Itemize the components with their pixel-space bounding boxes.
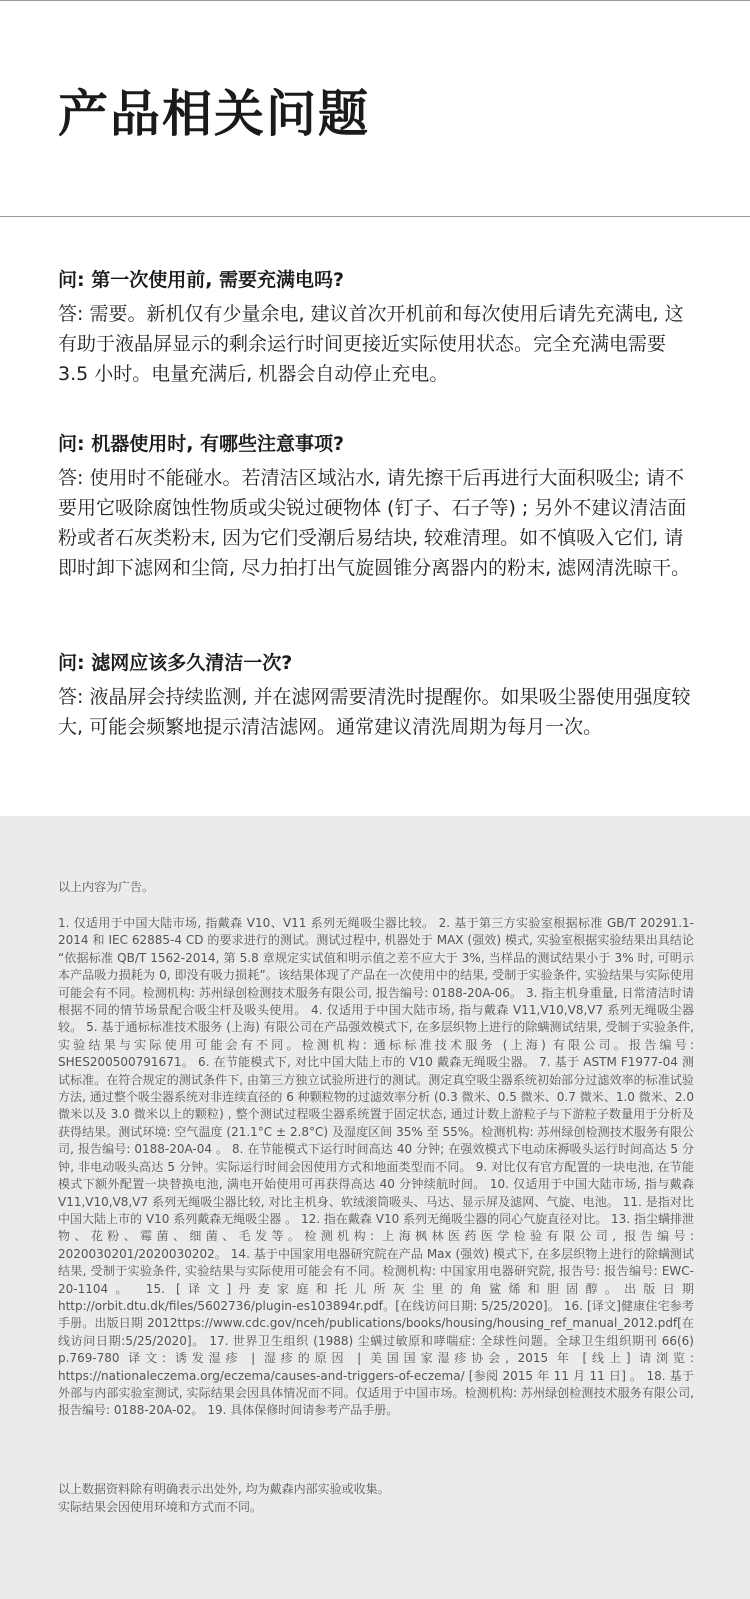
page-title: 产品相关问题 <box>58 85 370 143</box>
faq-answer: 答: 使用时不能碰水。若清洁区域沾水, 请先擦干后再进行大面积吸尘; 请不要用它吸除腐蚀性物质或尖锐过硬物体 (钉子、石子等) ; 另外不建议清洁面粉或者石灰类粉末, 因为它们受潮后易结块, 较难清理。如不慎吸入它们, 请即时卸下滤网和尘筒, 尽力拍打出气旋圆锥分离器内的粉末, 滤网清洗晾干。 <box>58 467 691 579</box>
top-divider <box>0 0 750 1</box>
faq-item <box>58 265 698 389</box>
disclaimer-line: 实际结果会因使用环境和方式而不同。 <box>58 1500 263 1514</box>
faq-item <box>58 429 698 583</box>
faq-answer: 答: 液晶屏会持续监测, 并在滤网需要清洗时提醒你。如果吸尘器使用强度较大, 可能会频繁地提示清洁滤网。通常建议清洗周期为每月一次。 <box>58 686 691 738</box>
advertisement-note: 以上内容为广告。 <box>58 880 155 894</box>
faq-question: 问: 第一次使用前, 需要充满电吗? <box>58 269 345 291</box>
data-disclaimer <box>58 1480 694 1516</box>
disclaimer-line: 以上数据资料除有明确表示出处外, 均为戴森内部实验或收集。 <box>58 1482 390 1496</box>
title-divider <box>0 216 750 217</box>
faq-item <box>58 648 698 742</box>
faq-question: 问: 机器使用时, 有哪些注意事项? <box>58 433 345 455</box>
footnotes-text: 1. 仅适用于中国大陆市场, 指戴森 V10、V11 系列无绳吸尘器比较。 2. 基于第三方实验室根据标准 GB/T 20291.1-2014 和 IEC 62885-4 CD 的要求进行的测试。测试过程中, 机器处于 MAX (强效) 模式, 实验室根据实验结果出具结论 “依据标准 QB/T 1562-2014, 第 5.8 章规定实试值和明示值之差不应大于 3%, 当样品的测试结果小于 3% 时, 可明示本产品吸力损耗为 0, 即没有吸力损耗”。该结果体现了产品在一次使用中的结果, 受制于实验条件, 实验结果与实际使用可能会有不同。检测机构: 苏州绿创检测技术服务有限公司, 报告编号: 0188-20A-06。 3. 指主机身重量, 日常清洁时请根据不同的情节场景配合吸尘杆及吸头使用。 4. 仅适用于中国大陆市场, 指与戴森 V11,V10,V8,V7 系列无绳吸尘器较。 5. 基于通标标准技术服务 (上海) 有限公司在产品强效模式下, 在多层织物上进行的除螨测试结果, 受制于实验条件, 实验结果与实际使用可能会有不同。检测机构: 通标标准技术服务 (上海) 有限公司。报告编号: SHES200500791671。 6. 在节能模式下, 对比中国大陆上市的 V10 戴森无绳吸尘器。 7. 基于 ASTM F1977-04 测试标准。在符合规定的测试条件下, 由第三方独立试验所进行的测试。测定真空吸尘器系统初始部分过滤效率的标准试验方法, 通过整个吸尘器系统对非连续直径的 6 种颗粒物的过滤效率分析 (0.3 微米、0.5 微米、0.7 微米、1.0 微米、2.0 微米以及 3.0 微米以上的颗粒) , 整个测试过程吸尘器系统置于固定状态, 通过计数上游粒子与下游粒子数量用于分析及获得结果。测试环境: 空气温度 (21.1°C ± 2.8°C) 及湿度区间 35% 至 55%。检测机构: 苏州绿创检测技术服务有限公司, 报告编号: 0188-20A-04 。 8. 在节能模式下运行时间高达 40 分钟; 在强效模式下电动床褥吸头运行时间高达 5 分钟, 非电动吸头高达 5 分钟。实际运行时间会因使用方式和地面类型而不同。 9. 对比仅有官方配置的一块电池, 在节能模式下额外配置一块替换电池, 满电开始使用可再获得高达 40 分钟续航时间。 10. 仅适用于中国大陆市场, 指与戴森 V11,V10,V8,V7 系列无绳吸尘器比较, 对比主机身、软绒滚筒吸头、马达、显示屏及滤网、气旋、电池。 11. 是指对比中国大陆上市的 V10 系列戴森无绳吸尘器 。 12. 指在戴森 V10 系列无绳吸尘器的同心气旋直径对比。 13. 指尘螨排泄物、花粉、霉菌、细菌、毛发等。检测机构: 上海枫林医药医学检验有限公司, 报告编号: 2020030201/2020030202。 14. 基于中国家用电器研究院在产品 Max (强效) 模式下, 在多层织物上进行的除螨测试结果, 受制于实验条件, 实验结果与实际使用可能会有不同。检测机构: 中国家用电器研究院, 报告号: 报告编号: EWC- 20-1104。 15. [译文]丹麦家庭和托儿所灰尘里的角鲨烯和胆固醇。出版日期http://orbit.dtu.dk/files/5602736/plugin-es103894r.pdf。[在线访问日期: 5/25/2020]。 16. [译文]健康住宅参考手册。出版日期 2012ttps://www.cdc.gov/nceh/publications/books/housing/housing_ref_manual_2012.pdf[在线访问日期:5/25/2020]。 17. 世界卫生组织 (1988) 尘螨过敏原和哮喘症: 全球性问题。全球卫生组织期刊 66(6) p.769-780 译文: 诱发湿疹 | 湿疹的原因 | 美国国家湿疹协会, 2015 年 [线上] 请浏览: https://nationaleczema.org/eczema/causes-and-triggers-of-eczema/ [参阅 2015 年 11 月 11 日] 。 18. 基于外部与内部实验室测试, 实际结果会因具体情况而不同。仅适用于中国市场。检测机构: 苏州绿创检测技术服务有限公司, 报告编号: 0188-20A-02。 19. 具体保修时间请参考产品手册。 <box>58 916 694 1418</box>
faq-question: 问: 滤网应该多久清洁一次? <box>58 652 293 674</box>
footnotes-section <box>0 816 750 1599</box>
faq-answer: 答: 需要。新机仅有少量余电, 建议首次开机前和每次使用后请先充满电, 这有助于液晶屏显示的剩余运行时间更接近实际使用状态。完全充满电需要 3.5 小时。电量充满后, 机器会自动停止充电。 <box>58 303 684 385</box>
